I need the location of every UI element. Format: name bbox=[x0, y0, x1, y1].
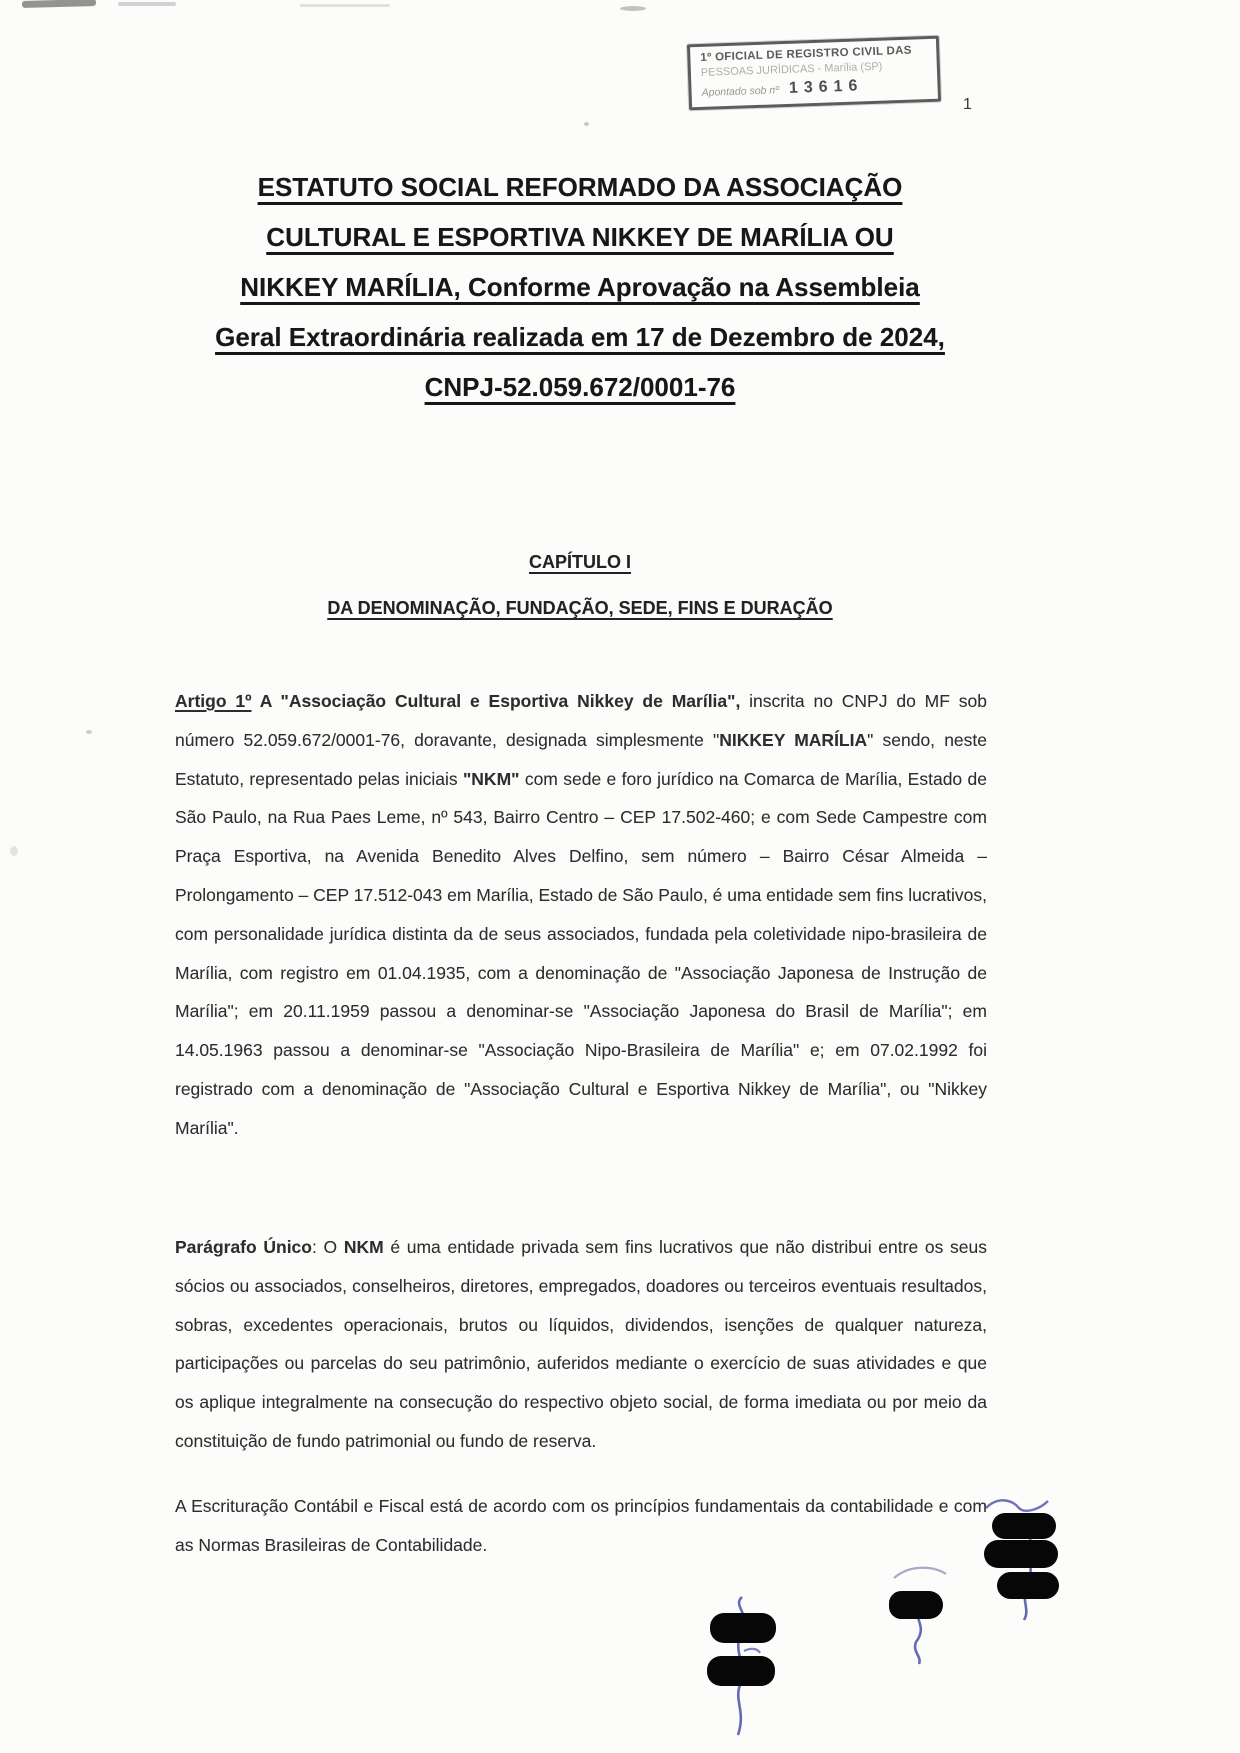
scan-speck bbox=[584, 122, 589, 126]
scan-smudge bbox=[22, 0, 96, 8]
title-line: ESTATUTO SOCIAL REFORMADO DA ASSOCIAÇÃO bbox=[257, 172, 903, 202]
stamp-protocol-number: 13616 bbox=[788, 77, 864, 97]
scan-smudge bbox=[118, 2, 176, 6]
title-line: Geral Extraordinária realizada em 17 de Dezembro de 2024, bbox=[215, 322, 945, 352]
scan-smudge bbox=[300, 4, 390, 7]
scan-speck bbox=[10, 846, 18, 856]
stamp-protocol-label: Apontado sob nº bbox=[701, 84, 780, 99]
page-number: 1 bbox=[963, 96, 972, 113]
stamp-line-1: 1º OFICIAL DE REGISTRO CIVIL DAS bbox=[700, 44, 912, 64]
scan-speck bbox=[86, 730, 92, 734]
registry-stamp bbox=[687, 36, 941, 111]
paragrafo-unico-paragraph: Parágrafo Único: O NKM é uma entidade privada sem fins lucrativos que não distribui entre os seus sócios ou associados, conselheiros, diretores, empregados, doadores ou terceiros eventuais resultados, sobras, excedentes operacionais, brutos ou líquidos, dividendos, isenções de qualquer natureza, participações ou parcelas do seu patrimônio, auferidos mediante o exercício de suas atividades e que os aplique integralmente na consecução do respectivo objeto social, de forma imediata ou por meio da constituição de fundo patrimonial ou fundo de reserva. bbox=[175, 1237, 987, 1451]
title-line: CNPJ-52.059.672/0001-76 bbox=[424, 372, 736, 402]
redaction-bar bbox=[997, 1572, 1059, 1599]
title-line: NIKKEY MARÍLIA, Conforme Aprovação na Assembleia bbox=[240, 272, 920, 302]
redaction-bar bbox=[984, 1540, 1058, 1568]
redaction-bar bbox=[992, 1513, 1056, 1539]
stamp-line-2: PESSOAS JURÍDICAS - Marília (SP) bbox=[700, 60, 883, 79]
redaction-bar bbox=[889, 1591, 943, 1619]
stamp-line-3 bbox=[701, 75, 929, 101]
redaction-bar bbox=[707, 1656, 775, 1686]
document-title bbox=[170, 162, 990, 412]
closing-paragraph: A Escrituração Contábil e Fiscal está de acordo com os princípios fundamentais da contabilidade e com as Normas Brasileiras de Contabilidade. bbox=[175, 1496, 987, 1555]
redaction-bar bbox=[710, 1613, 776, 1643]
chapter-subheading: DA DENOMINAÇÃO, FUNDAÇÃO, SEDE, FINS E DURAÇÃO bbox=[327, 598, 833, 618]
title-line: CULTURAL E ESPORTIVA NIKKEY DE MARÍLIA OU bbox=[266, 222, 894, 252]
chapter-heading: CAPÍTULO I bbox=[529, 552, 631, 572]
article-1-paragraph: Artigo 1º A "Associação Cultural e Esportiva Nikkey de Marília", inscrita no CNPJ do MF sob número 52.059.672/0001-76, doravante, designada simplesmente "NIKKEY MARÍLIA" sendo, neste Estatuto, representado pelas iniciais "NKM" com sede e foro jurídico na Comarca de Marília, Estado de São Paulo, na Rua Paes Leme, nº 543, Bairro Centro – CEP 17.502-460; e com Sede Campestre com Praça Esportiva, na Avenida Benedito Alves Delfino, sem número – Bairro César Almeida – Prolongamento – CEP 17.512-043 em Marília, Estado de São Paulo, é uma entidade sem fins lucrativos, com personalidade jurídica distinta da de seus associados, fundada pela coletividade nipo-brasileira de Marília, com registro em 01.04.1935, com a denominação de "Associação Japonesa de Instrução de Marília"; em 20.11.1959 passou a denominar-se "Associação Japonesa do Brasil de Marília"; em 14.05.1963 passou a denominar-se "Associação Nipo-Brasileira de Marília" e; em 07.02.1992 foi registrado com a denominação de "Associação Cultural e Esportiva Nikkey de Marília", ou "Nikkey Marília". bbox=[175, 691, 988, 1138]
scan-smudge bbox=[620, 6, 646, 11]
